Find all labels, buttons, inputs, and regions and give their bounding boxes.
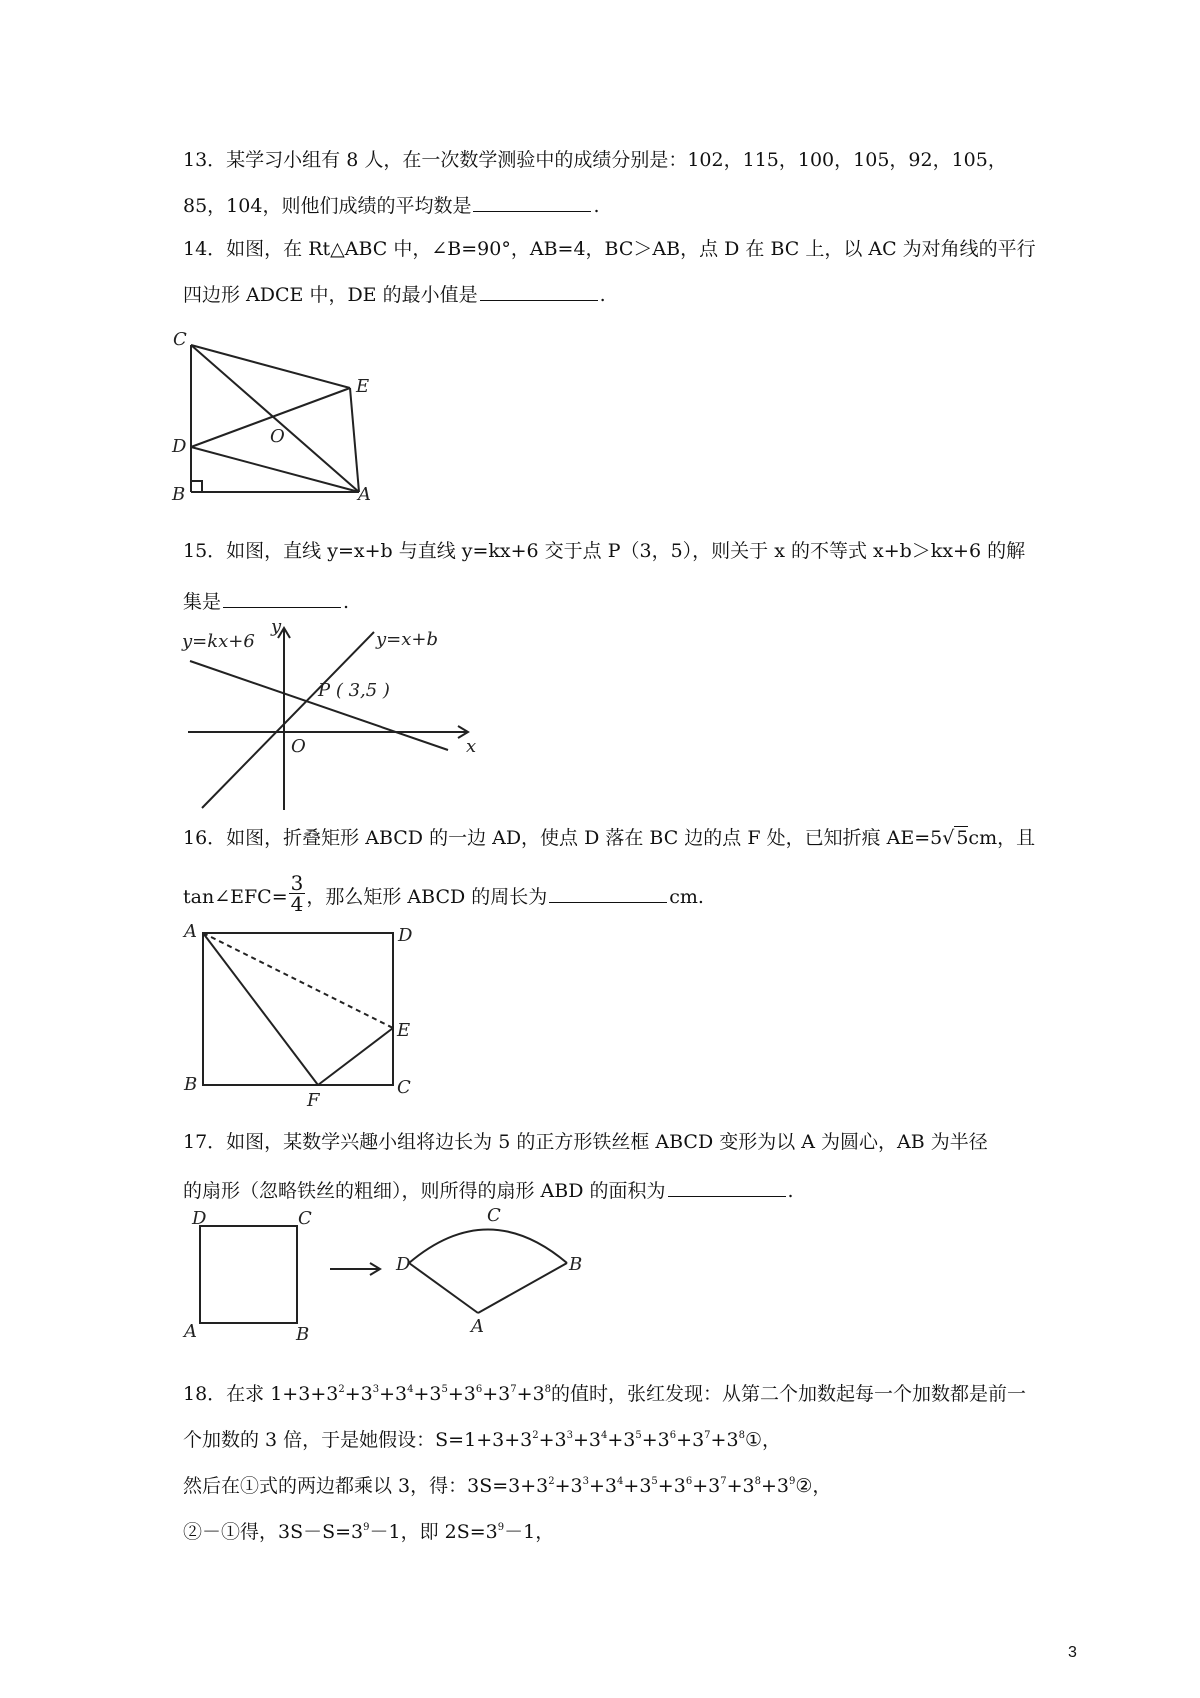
label-D: D <box>398 925 413 946</box>
answer-blank[interactable] <box>223 587 341 608</box>
q14-line1: 14．如图，在 Rt△ABC 中，∠B=90°，AB=4，BC＞AB，点 D 在 BC 上，以 AC 为对角线的平行 <box>183 238 1036 260</box>
label-A: A <box>358 484 371 505</box>
q18-line1: 18．在求 $1+3+3^2+3^3+3^4+3^5+3^6+3^7+3^8$的值时，张红发现：从第二个加数起每一个加数都是前一 <box>183 1383 1027 1405</box>
label-C: C <box>173 329 187 350</box>
sector-label-B: B <box>569 1254 583 1275</box>
q16-line1: 16．如图，折叠矩形 ABCD 的一边 AD，使点 D 落在 BC 边的点 F 处，已知折痕 AE=5√ 5cm，且 <box>183 827 1036 849</box>
fraction-3-4: $\frac{3}{4}$ <box>290 870 304 916</box>
q13-line2: 85，104，则他们成绩的平均数是 . <box>183 191 600 218</box>
square-label-A: A <box>184 1321 197 1342</box>
answer-blank[interactable] <box>549 882 667 903</box>
label-B: B <box>172 484 186 505</box>
label-A: A <box>184 921 197 942</box>
q18-line3: 然后在①式的两边都乘以 3，得：$3S=3+3^2+3^3+3^4+3^5+3^6+3^7+3^8+3^9②$， <box>183 1475 832 1497</box>
q13-line1: 13．某学习小组有 8 人，在一次数学测验中的成绩分别是：102，115，100，105，92，105， <box>183 149 1007 171</box>
point-P-label: P ( 3,5 ) <box>318 680 390 701</box>
line-label-kx6: y=kx+6 <box>182 631 255 652</box>
sector-label-D: D <box>396 1254 411 1275</box>
label-O: O <box>270 426 285 447</box>
answer-blank[interactable] <box>473 191 591 212</box>
x-axis-label: x <box>466 736 477 757</box>
q16-line2: tan∠EFC= $\frac{3}{4}$ ，那么矩形 ABCD 的周长为 cm. <box>183 870 704 916</box>
label-D: D <box>172 436 187 457</box>
label-B: B <box>184 1074 198 1095</box>
sector-label-A: A <box>471 1316 484 1337</box>
q15-line2: 集是 . <box>183 587 349 614</box>
answer-blank[interactable] <box>668 1176 786 1197</box>
q14-line2: 四边形 ADCE 中，DE 的最小值是 . <box>183 280 606 307</box>
q17-line1: 17．如图，某数学兴趣小组将边长为 5 的正方形铁丝框 ABCD 变形为以 A 为圆心，AB 为半径 <box>183 1131 988 1153</box>
origin-label: O <box>291 736 306 757</box>
label-E: E <box>397 1020 411 1041</box>
label-E: E <box>356 376 370 397</box>
square-label-B: B <box>296 1324 310 1345</box>
y-axis-label: y <box>271 616 282 637</box>
q18-line2: 个加数的 3 倍，于是她假设：$S=1+3+3^2+3^3+3^4+3^5+3^6+3^7+3^8①$， <box>183 1429 781 1451</box>
q18-line4: ②－①得，$3S-S=3^9-1$，即 $2S=3^9-1$， <box>183 1521 555 1543</box>
label-C: C <box>397 1077 411 1098</box>
sector-label-C: C <box>487 1205 501 1226</box>
label-F: F <box>307 1090 320 1111</box>
line-label-xb: y=x+b <box>376 629 439 650</box>
q17-line2: 的扇形（忽略铁丝的粗细），则所得的扇形 ABD 的面积为 . <box>183 1176 794 1203</box>
square-label-D: D <box>192 1208 207 1229</box>
q15-line1: 15．如图，直线 y=x+b 与直线 y=kx+6 交于点 P（3，5），则关于 x 的不等式 x+b＞kx+6 的解 <box>183 540 1026 562</box>
sqrt-5: √ 5 <box>942 827 969 849</box>
page-number: 3 <box>1068 1644 1077 1661</box>
square-label-C: C <box>298 1208 312 1229</box>
answer-blank[interactable] <box>480 280 598 301</box>
